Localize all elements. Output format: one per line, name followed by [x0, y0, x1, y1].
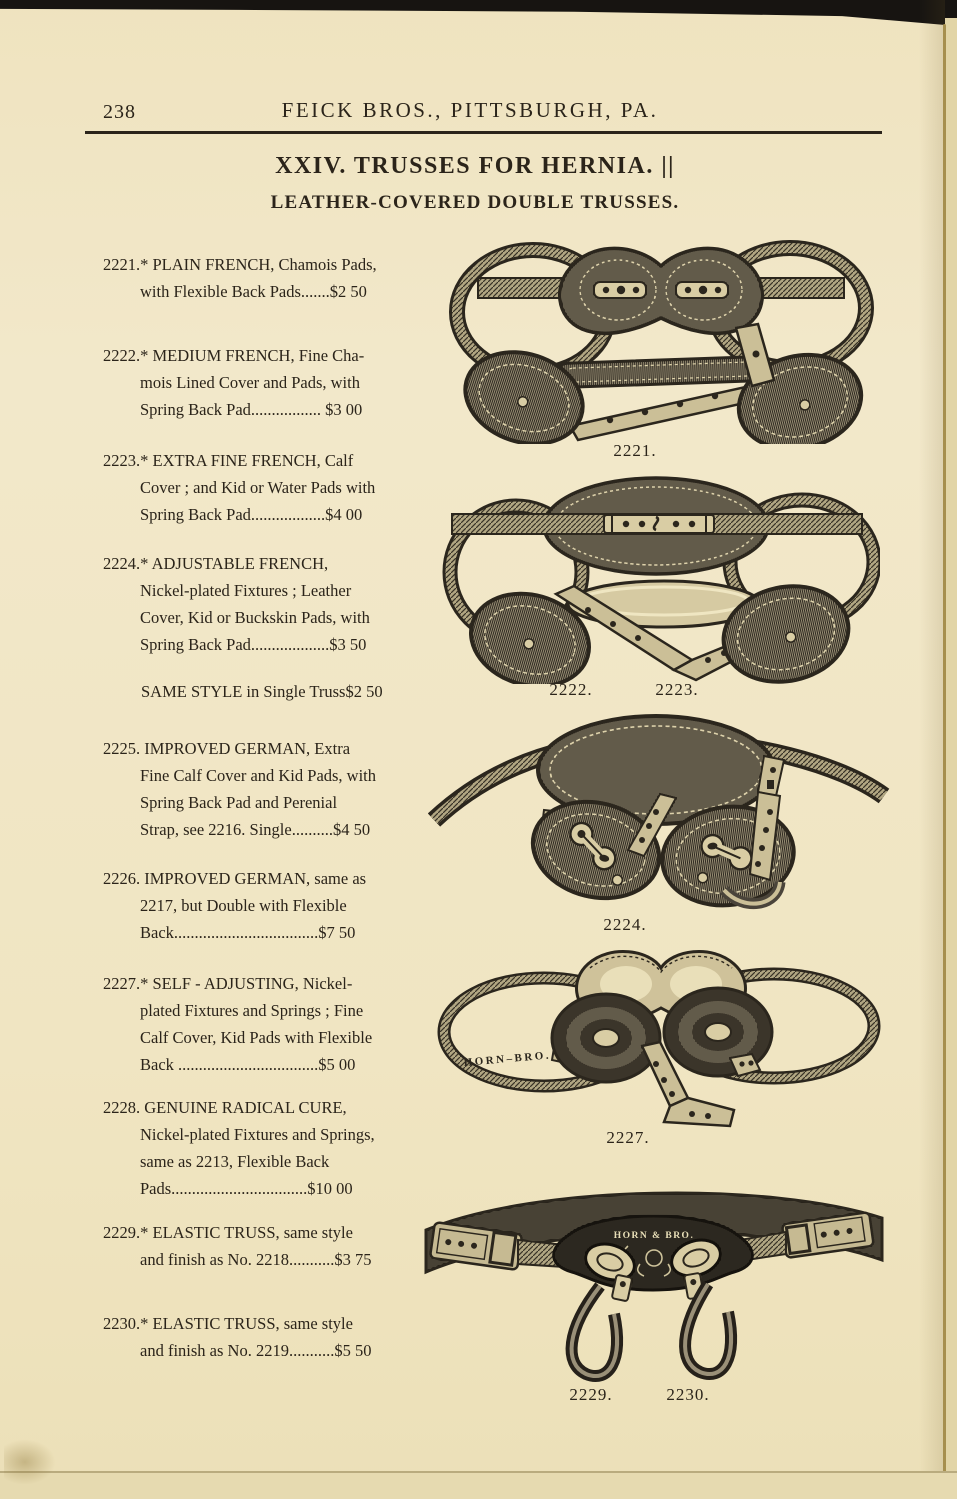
- listing-line: Nickel-plated Fixtures ; Leather: [140, 581, 352, 600]
- page-number: 238: [103, 101, 136, 123]
- figure-caption: 2229.: [569, 1385, 613, 1404]
- scan-top-edge: [0, 0, 957, 26]
- listing-line: 2230.* ELASTIC TRUSS, same style: [103, 1314, 353, 1333]
- listing-line: 2223.* EXTRA FINE FRENCH, Calf: [103, 451, 354, 470]
- listing-line: Spring Back Pad...................$3 50: [140, 635, 367, 654]
- listing-line: 2221.* PLAIN FRENCH, Chamois Pads,: [103, 255, 377, 274]
- listing-line: Spring Back Pad and Perenial: [140, 793, 338, 812]
- listing-line: Cover ; and Kid or Water Pads with: [140, 478, 376, 497]
- listing-line: Cover, Kid or Buckskin Pads, with: [140, 608, 370, 627]
- listing-2230: [103, 1310, 455, 1364]
- listing-line: Calf Cover, Kid Pads with Flexible: [140, 1028, 373, 1047]
- listing-line: Back ..................................$5 00: [140, 1055, 356, 1074]
- listing-2229: [103, 1219, 455, 1273]
- listing-line: plated Fixtures and Springs ; Fine: [140, 1001, 364, 1020]
- listing-line: and finish as No. 2218...........$3 75: [140, 1250, 372, 1269]
- truss-illustration-2222-2223: [436, 468, 880, 684]
- paper-stain: [4, 1439, 56, 1485]
- listing-line: Strap, see 2216. Single..........$4 50: [140, 820, 371, 839]
- listing-line: Fine Calf Cover and Kid Pads, with: [140, 766, 377, 785]
- listing-line: same as 2213, Flexible Back: [140, 1152, 330, 1171]
- listing-2227: [103, 970, 455, 1078]
- listing-line: 2217, but Double with Flexible: [140, 896, 347, 915]
- listing-line: mois Lined Cover and Pads, with: [140, 373, 360, 392]
- listing-line: Back...................................$7 50: [140, 923, 356, 942]
- listing-line: and finish as No. 2219...........$5 50: [140, 1341, 372, 1360]
- figure-caption: 2224.: [603, 915, 647, 934]
- scan-bottom-edge: [0, 1471, 957, 1499]
- figure-caption: 2227.: [606, 1128, 650, 1147]
- listing-line: 2226. IMPROVED GERMAN, same as: [103, 869, 367, 888]
- figure-caption: 2222.: [549, 680, 593, 699]
- section-subtitle: LEATHER-COVERED DOUBLE TRUSSES.: [270, 192, 680, 213]
- truss-illustration-2229-2230: [418, 1166, 890, 1388]
- truss-illustration-2224: [428, 698, 890, 920]
- listing-2225: [103, 735, 455, 843]
- brand-mark: HORN–BRO.: [463, 1049, 552, 1069]
- listing-line: SAME STYLE in Single Truss$2 50: [141, 682, 383, 701]
- figure-caption: 2221.: [613, 441, 657, 460]
- listing-line: 2225. IMPROVED GERMAN, Extra: [103, 739, 351, 758]
- figure-caption: 2223.: [655, 680, 699, 699]
- page-edge: [945, 18, 957, 1499]
- listing-2222: [103, 342, 455, 423]
- truss-illustration-2221: [438, 232, 885, 444]
- listing-2228: [103, 1094, 455, 1202]
- section-title: XXIV. TRUSSES FOR HERNIA. ||: [275, 153, 675, 179]
- listing-line: Nickel-plated Fixtures and Springs,: [140, 1125, 375, 1144]
- running-header: FEICK BROS., PITTSBURGH, PA.: [281, 98, 659, 122]
- listing-line: Spring Back Pad..................$4 00: [140, 505, 363, 524]
- listing-line: 2229.* ELASTIC TRUSS, same style: [103, 1223, 353, 1242]
- listing-line: Pads.................................$10 00: [140, 1179, 353, 1198]
- listing-line: 2228. GENUINE RADICAL CURE,: [103, 1098, 347, 1117]
- listing-line: 2222.* MEDIUM FRENCH, Fine Cha-: [103, 346, 365, 365]
- header-rule: [85, 131, 882, 134]
- truss-illustration-2227: [430, 942, 888, 1132]
- page-fold-line: [943, 24, 946, 1499]
- listing-2221: [103, 251, 455, 305]
- listing-line: Spring Back Pad................. $3 00: [140, 400, 363, 419]
- brand-mark: HORN & BRO.: [613, 1231, 695, 1241]
- listing-2223: [103, 447, 455, 528]
- listing-2224: [103, 550, 455, 658]
- listing-2226: [103, 865, 455, 946]
- listing-line: with Flexible Back Pads.......$2 50: [140, 282, 367, 301]
- listing-line: 2224.* ADJUSTABLE FRENCH,: [103, 554, 329, 573]
- listing-line: 2227.* SELF - ADJUSTING, Nickel-: [103, 974, 353, 993]
- figure-caption: 2230.: [666, 1385, 710, 1404]
- page-edge-shadow: [919, 0, 945, 1499]
